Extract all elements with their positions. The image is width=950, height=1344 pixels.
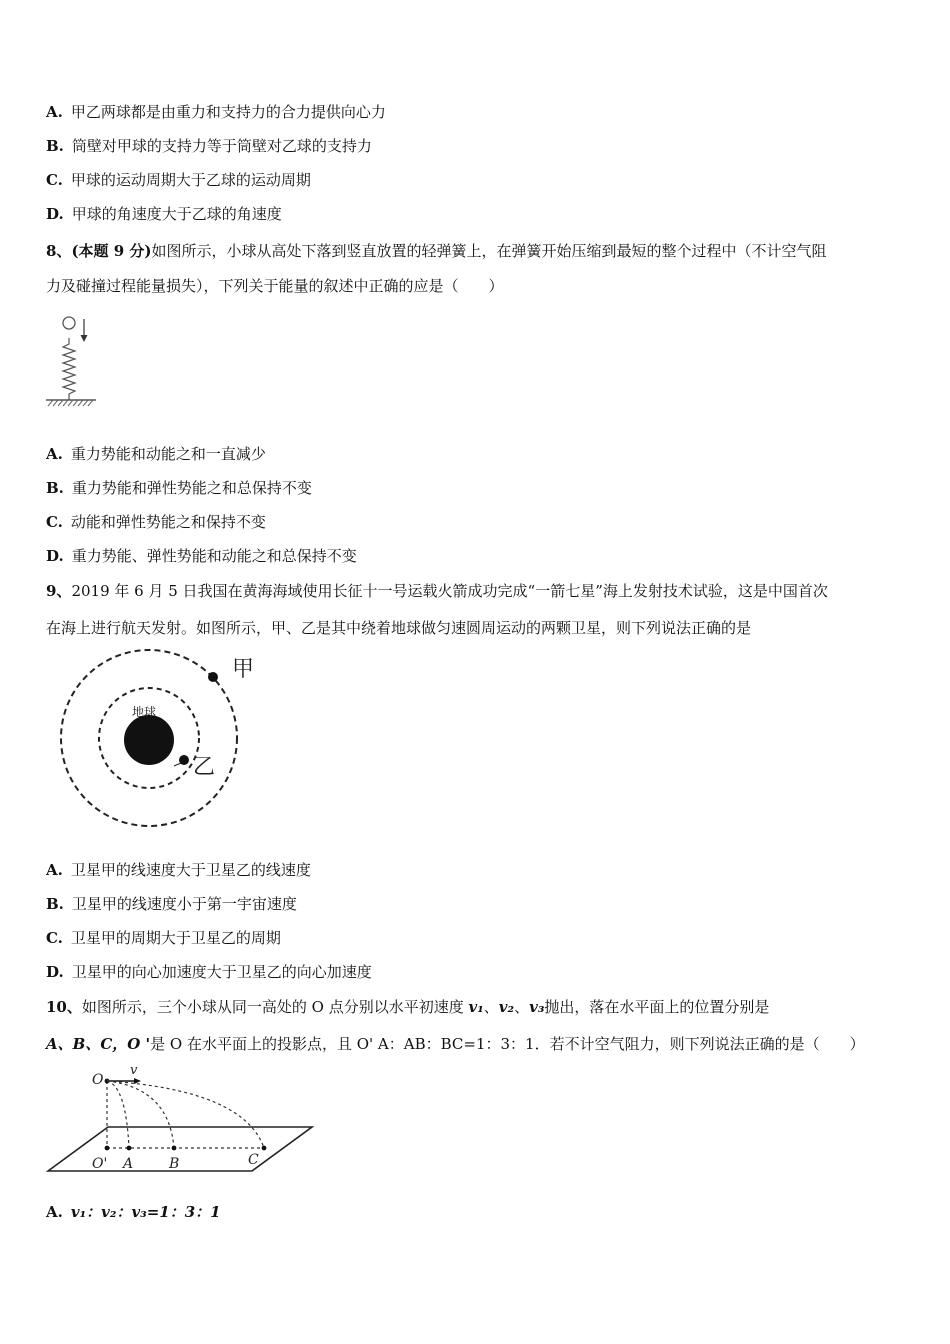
q9-option-d: D. 卫星甲的向心加速度大于卫星乙的向心加速度 [46,963,372,981]
trajectory-b [107,1081,174,1148]
q7-option-c: C. 甲球的运动周期大于乙球的运动周期 [46,171,311,189]
label-v: v [130,1064,138,1078]
q9-option-b: B. 卫星甲的线速度小于第一宇宙速度 [46,895,297,913]
q8-option-c: C. 动能和弹性势能之和保持不变 [46,513,266,531]
earth-label: 地球 [132,705,157,719]
satellite-b-label: 乙 [193,755,216,780]
q9-stem-line2: 在海上进行航天发射。如图所示，甲、乙是其中绕着地球做匀速圆周运动的两颗卫星，则下列说法正确的是 [46,619,752,637]
q10-stem-line2: A、B、C，O '是 O 在水平面上的投影点，且 O' A：AB：BC=1：3：1．若不计空气阻力，则下列说法正确的是（ ） [46,1035,865,1053]
q9-orbit-figure [50,648,260,830]
q8-option-a: A. 重力势能和动能之和一直减少 [46,445,266,463]
ground-plane [48,1127,312,1171]
spring [63,338,75,400]
trajectory-a [107,1081,129,1148]
label-o-prime: O' [92,1156,108,1172]
q7-option-a: A. 甲乙两球都是由重力和支持力的合力提供向心力 [46,103,386,121]
q7-option-b: B. 筒壁对甲球的支持力等于筒壁对乙球的支持力 [46,137,372,155]
earth [124,715,174,765]
satellite-a [208,672,218,682]
q8-option-b: B. 重力势能和弹性势能之和总保持不变 [46,479,312,497]
q9-stem-line1: 9、2019 年 6 月 5 日我国在黄海海域使用长征十一号运载火箭成功完成“一箭七星”海上发射技术试验，这是中国首次 [46,582,828,600]
ball [63,317,75,329]
q8-stem-line1: 8、(本题 9 分)如图所示，小球从高处下落到竖直放置的轻弹簧上，在弹簧开始压缩到最短的整个过程中（不计空气阻 [46,242,827,260]
q8-spring-figure [44,314,100,410]
satellite-a-label: 甲 [232,657,255,682]
point-a [127,1146,132,1151]
label-o: O [92,1072,104,1088]
q9-option-c: C. 卫星甲的周期大于卫星乙的周期 [46,929,281,947]
q10-projectile-figure [44,1064,316,1176]
q10-stem-line1: 10、如图所示，三个小球从同一高处的 O 点分别以水平初速度 v₁、v₂、v₃抛出，落在水平面上的位置分别是 [46,998,770,1016]
trajectory-c [107,1081,264,1148]
q9-option-a: A. 卫星甲的线速度大于卫星乙的线速度 [46,861,311,879]
q10-option-a: A. v₁：v₂：v₃=1：3：1 [46,1203,221,1221]
q8-stem-line2: 力及碰撞过程能量损失），下列关于能量的叙述中正确的应是（ ） [46,277,504,295]
label-c: C [248,1152,259,1168]
q8-option-d: D. 重力势能、弹性势能和动能之和总保持不变 [46,547,357,565]
point-c [262,1146,267,1151]
point-o-prime [105,1146,110,1151]
label-b: B [169,1156,180,1172]
label-a: A [123,1156,134,1172]
q7-option-d: D. 甲球的角速度大于乙球的角速度 [46,205,282,223]
point-b [172,1146,177,1151]
